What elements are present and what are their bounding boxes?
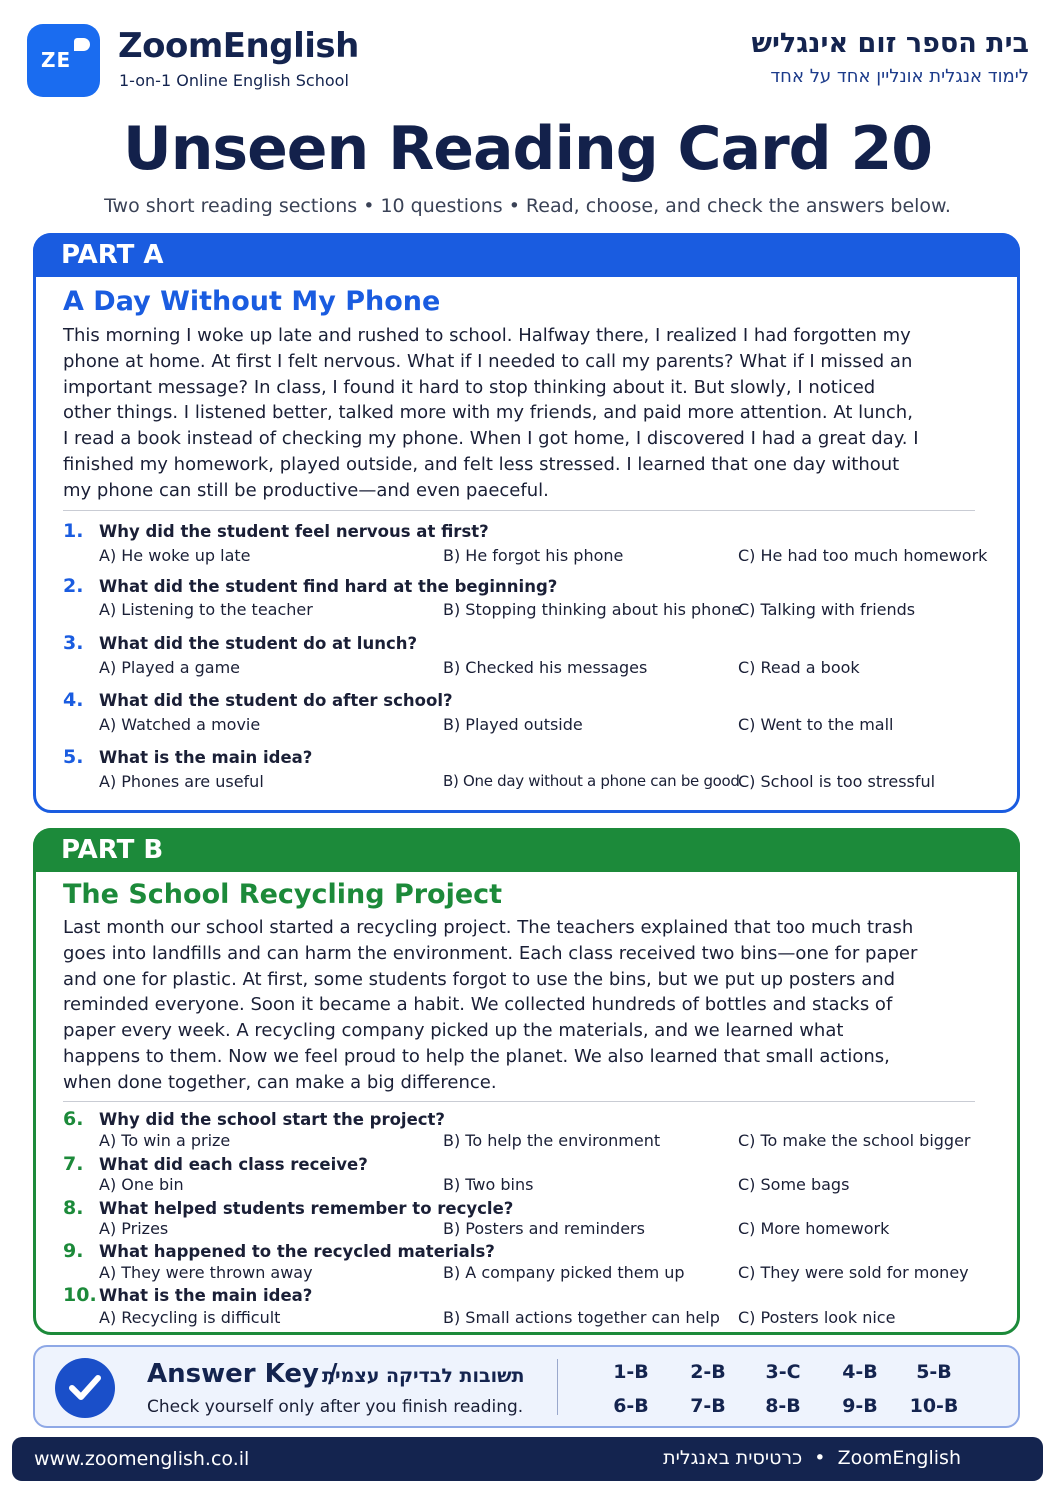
option-b[interactable]: B) One day without a phone can be good — [443, 772, 740, 790]
footer-hebrew-label: כרטיסית באנגלית — [663, 1447, 803, 1469]
question-number: 3. — [63, 632, 84, 654]
option-a[interactable]: A) Recycling is difficult — [99, 1308, 281, 1327]
option-a[interactable]: A) He woke up late — [99, 546, 251, 565]
answer-key-item: 4-B — [842, 1361, 878, 1383]
option-a[interactable]: A) To win a prize — [99, 1131, 231, 1150]
divider — [63, 510, 975, 511]
question-text: What happened to the recycled materials? — [99, 1242, 495, 1261]
part-a-header: PART A — [33, 233, 1020, 277]
option-b[interactable]: B) Posters and reminders — [443, 1219, 645, 1238]
question-text: What is the main idea? — [99, 1286, 313, 1305]
question-number: 6. — [63, 1108, 84, 1130]
option-a[interactable]: A) Watched a movie — [99, 715, 261, 734]
option-c[interactable]: C) Talking with friends — [738, 600, 916, 619]
option-a[interactable]: A) One bin — [99, 1175, 184, 1194]
answer-key-hebrew-title: תשובות לבדיקה עצמית — [322, 1365, 525, 1387]
part-b-header: PART B — [33, 828, 1020, 872]
option-c[interactable]: C) They were sold for money — [738, 1263, 969, 1282]
option-b[interactable]: B) Checked his messages — [443, 658, 648, 677]
question-text: What is the main idea? — [99, 748, 313, 767]
divider — [557, 1359, 558, 1415]
part-a-passage: This morning I woke up late and rushed to school. Halfway there, I realized I had forgotten my phone at home. At first I felt nervous. What if I needed to call my parents? What if I missed an important message? In class, I found it hard to stop thinking about it. But slowly, I noticed other things. I listened better, talked more with my friends, and paid more attention. At lunch, I read a book instead of checking my phone. When I got home, I discovered I had a great day. I finished my homework, played outside, and felt less stressed. I learned that one day without my phone can still be productive—and even paeceful. — [63, 325, 919, 501]
answer-key-item: 10-B — [909, 1395, 959, 1417]
question-text: Why did the school start the project? — [99, 1110, 446, 1129]
part-a-card — [33, 233, 1020, 813]
footer-separator: • — [814, 1447, 826, 1469]
logo-text: ZE — [41, 48, 72, 72]
option-a[interactable]: A) They were thrown away — [99, 1263, 313, 1282]
option-c[interactable]: C) More homework — [738, 1219, 890, 1238]
part-b-passage: Last month our school started a recycling project. The teachers explained that too much trash goes into landfills and can harm the environment. Each class received two bins—one for paper and one for plastic. At first, some students forgot to use the bins, but we put up posters and reminded everyone. Soon it became a habit. We collected hundreds of bottles and stacks of paper every week. A recycling company picked up the materials, and we learned what happens to them. Now we feel proud to help the planet. We also learned that small actions, when done together, can make a big difference. — [63, 917, 918, 1093]
checkmark-icon — [55, 1358, 115, 1418]
question-number: 4. — [63, 689, 84, 711]
answer-key-item: 3-C — [765, 1361, 801, 1383]
logo-badge — [27, 24, 100, 97]
brand-name: ZoomEnglish — [118, 26, 359, 66]
option-a[interactable]: A) Listening to the teacher — [99, 600, 313, 619]
answer-key-item: 9-B — [842, 1395, 878, 1417]
option-a[interactable]: A) Prizes — [99, 1219, 169, 1238]
question-number: 2. — [63, 575, 84, 597]
option-b[interactable]: B) Two bins — [443, 1175, 534, 1194]
page-title: Unseen Reading Card 20 — [122, 114, 933, 184]
option-c[interactable]: C) Read a book — [738, 658, 860, 677]
option-c[interactable]: C) Some bags — [738, 1175, 850, 1194]
page-header — [0, 0, 1055, 110]
part-b-story-title: The School Recycling Project — [63, 879, 503, 910]
option-c[interactable]: C) Posters look nice — [738, 1308, 896, 1327]
footer-website-link[interactable]: www.zoomenglish.co.il — [34, 1448, 250, 1470]
question-number: 9. — [63, 1240, 84, 1262]
option-c[interactable]: C) He had too much homework — [738, 546, 988, 565]
question-number: 10. — [63, 1284, 97, 1306]
question-text: What helped students remember to recycle? — [99, 1199, 514, 1218]
answer-key-item: 5-B — [916, 1361, 952, 1383]
answer-key-panel — [33, 1345, 1020, 1428]
option-b[interactable]: B) Stopping thinking about his phone — [443, 600, 742, 619]
hebrew-school-name: בית הספר זום אינגליש — [751, 28, 1029, 59]
question-number: 7. — [63, 1153, 84, 1175]
answer-key-item: 7-B — [690, 1395, 726, 1417]
question-text: What did the student do after school? — [99, 691, 453, 710]
option-c[interactable]: C) Went to the mall — [738, 715, 894, 734]
part-a-story-title: A Day Without My Phone — [63, 286, 441, 317]
hebrew-tagline: לימוד אנגלית אונליין אחד על אחד — [770, 66, 1029, 87]
answer-key-item: 1-B — [613, 1361, 649, 1383]
question-number: 8. — [63, 1197, 84, 1219]
option-c[interactable]: C) School is too stressful — [738, 772, 936, 791]
answer-key-instructions: Check yourself only after you finish reading. — [147, 1397, 524, 1417]
question-number: 1. — [63, 520, 84, 542]
speech-bubble-icon — [74, 38, 90, 51]
answer-key-item: 6-B — [613, 1395, 649, 1417]
footer-credit — [663, 1447, 961, 1469]
divider — [63, 1101, 975, 1102]
option-b[interactable]: B) A company picked them up — [443, 1263, 685, 1282]
question-text: What did the student find hard at the beginning? — [99, 577, 558, 596]
page-footer — [12, 1437, 1043, 1481]
option-b[interactable]: B) He forgot his phone — [443, 546, 624, 565]
option-c[interactable]: C) To make the school bigger — [738, 1131, 971, 1150]
page-subtitle: Two short reading sections • 10 questions • Read, choose, and check the answers below. — [104, 195, 951, 217]
option-b[interactable]: B) To help the environment — [443, 1131, 661, 1150]
option-a[interactable]: A) Played a game — [99, 658, 241, 677]
option-b[interactable]: B) Small actions together can help — [443, 1308, 720, 1327]
option-a[interactable]: A) Phones are useful — [99, 772, 264, 791]
footer-brand: ZoomEnglish — [837, 1447, 961, 1469]
part-b-card — [33, 828, 1020, 1335]
answer-key-item: 2-B — [690, 1361, 726, 1383]
question-text: What did each class receive? — [99, 1155, 368, 1174]
question-number: 5. — [63, 746, 84, 768]
question-text: What did the student do at lunch? — [99, 634, 418, 653]
brand-tagline: 1-on-1 Online English School — [119, 71, 349, 90]
question-text: Why did the student feel nervous at first? — [99, 522, 489, 541]
option-b[interactable]: B) Played outside — [443, 715, 583, 734]
answer-key-title: Answer Key / — [147, 1359, 338, 1389]
answer-key-item: 8-B — [765, 1395, 801, 1417]
